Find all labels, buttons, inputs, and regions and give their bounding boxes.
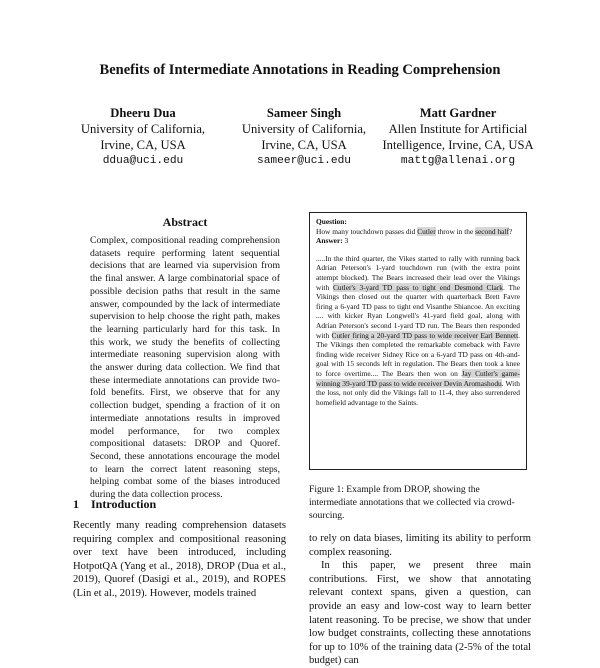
- question-highlight: second half: [475, 226, 509, 236]
- author-block-3: [378, 105, 538, 169]
- figure-example-box: [309, 212, 527, 470]
- answer-value: 3: [344, 236, 349, 246]
- passage-text: . With the loss, not only did the Vikings fall to 11-4, they also surrendered homefield advantage to the Saints.: [316, 378, 520, 407]
- author-email: ddua@uci.edu: [102, 155, 184, 167]
- question-highlight: Cutler: [417, 226, 436, 236]
- section-heading-introduction: [73, 497, 156, 512]
- abstract-heading: Abstract: [162, 215, 208, 229]
- author-affiliation: Irvine, CA, USA: [261, 138, 347, 152]
- figure-question: [316, 217, 520, 246]
- answer-label: Answer:: [316, 236, 343, 246]
- author-affiliation: Allen Institute for Artificial: [388, 122, 528, 136]
- passage-text: . The Vikings then completed the remarkable comeback with Favre finding wide receiver Sidney Rice on a 6-yard TD pass on 4th-and-goal with 15 seconds left in regulation. The Bears then took a knee to force overtime.... The Bears then won on: [316, 330, 520, 378]
- passage-highlight: Cutler's 3-yard TD pass to tight end Desmond Clark: [333, 282, 503, 292]
- passage-highlight: Jay Cutler's game-winning 39-yard TD pass to wide receiver Devin Aromashodu: [316, 368, 520, 388]
- passage-text: .....In the third quarter, the Vikes started to rally with running back Adrian Peterson's 1-yard touchdown run (with the extra point attempt blocked). The Bears increased their lead over the Vikings with: [316, 253, 520, 292]
- author-affiliation: University of California,: [80, 122, 206, 136]
- section-number: 1: [73, 497, 79, 511]
- question-text: throw in the: [435, 226, 476, 236]
- author-email: sameer@uci.edu: [257, 155, 351, 167]
- paper-title: Benefits of Intermediate Annotations in Reading Comprehension: [99, 62, 501, 78]
- author-name: Dheeru Dua: [110, 106, 176, 120]
- author-block-2: [234, 105, 374, 169]
- author-affiliation: University of California,: [241, 122, 367, 136]
- introduction-text: Recently many reading comprehension datasets requiring complex and compositional reasoning over text have been introduced, including HotpotQA (Yang et al., 2018), DROP (Dua et al., 2019), Quoref (Dasigi et al., 2019), and ROPES (Lin et al., 2019). However, models trained: [73, 520, 286, 599]
- author-name: Matt Gardner: [419, 106, 497, 120]
- question-text: How many touchdown passes did: [316, 226, 418, 236]
- passage-text: . The Vikings then closed out the quarter with quarterback Brett Favre firing a 6-yard TD pass to tight end Visanthe Shiancoe. An exciting .... with kicker Ryan Longwell's 41-yard field goal, along with Adrian Peterson's second 1-yard TD run. The Bears then responded with: [316, 282, 520, 340]
- author-affiliation: Irvine, CA, USA: [100, 138, 186, 152]
- figure-passage: [316, 254, 520, 408]
- figure-answer: [316, 236, 520, 246]
- passage-highlight: Cutler firing a 20-yard TD pass to wide receiver Earl Bennett: [331, 330, 519, 340]
- abstract-text: Complex, compositional reading comprehension datasets require performing latent sequential decisions that are learned via supervision from the final answer. A large combinatorial space of possible decision paths that result in the same answer, compounded by the lack of intermediate supervision to help choose the right path, makes the learning particularly hard for this task. In this work, we study the benefits of collecting intermediate reasoning supervision along with the answer during data collection. We find that these intermediate annotations can provide two-fold benefits. First, we observe that for any collection budget, spending a fraction of it on intermediate annotations results in improved model performance, for two complex compositional datasets: DROP and Quoref. Second, these annotations encourage the model to learn the correct latent reasoning steps, helping combat some of the biases introduced during the data collection process.: [90, 235, 280, 501]
- body-paragraph: In this paper, we present three main contributions. First, we show that annotating relevant context spans, given a question, can provide an easy and low-cost way to learn better latent reasoning. To be precise, we show that under low budget constraints, collecting these annotations for up to 10% of the training data (2-5% of the total budget) can: [309, 560, 531, 667]
- author-affiliation: Intelligence, Irvine, CA, USA: [382, 138, 534, 152]
- question-label: Question:: [316, 217, 347, 226]
- author-email: mattg@allenai.org: [400, 155, 516, 167]
- figure-caption: Figure 1: Example from DROP, showing the intermediate annotations that we collected via crowd-sourcing.: [309, 484, 515, 521]
- author-block-1: [73, 105, 213, 169]
- section-title: Introduction: [91, 497, 157, 511]
- body-paragraph: to rely on data biases, limiting its ability to perform complex reasoning.: [309, 533, 531, 558]
- author-name: Sameer Singh: [266, 106, 342, 120]
- question-text: ?: [508, 226, 513, 236]
